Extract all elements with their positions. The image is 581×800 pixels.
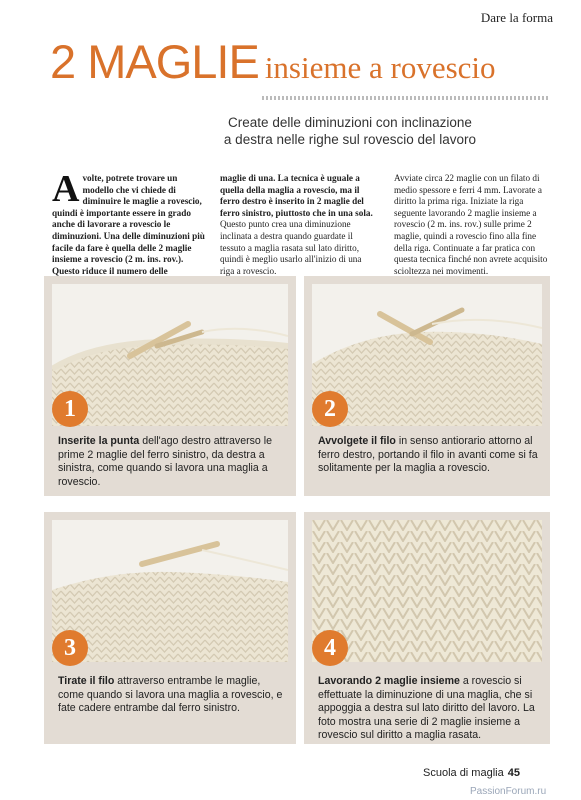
- intro-column-3: Avviate circa 22 maglie con un filato di medio spessore e ferri 4 mm. Lavorate a diritto la prima riga. Iniziate la riga seguente lavorando 2 maglie insieme a rovescio (2 m. ins. rov.) sulle prime 2 maglie, quindi a rovescio fino alla fine della riga. Continuate a far pratica con questa tecnica finché non avrete acquisito scioltezza nei movimenti.: [394, 173, 548, 276]
- footer-title: Scuola di maglia: [423, 767, 504, 779]
- step-1-caption-bold: Inserite la punta: [58, 435, 140, 447]
- title-rest: insieme a rovescio: [264, 50, 496, 85]
- knitting-photo-3: [52, 520, 288, 662]
- step-1-caption: [58, 435, 286, 489]
- intro-col2-bold: maglie di una. La tecnica è uguale a quella della maglia a rovescio, ma il ferro destro è inserito in 2 maglie del ferro sinistro, piuttosto che in una sola.: [220, 173, 373, 218]
- step-3-caption-text: attraverso entrambe le maglie, come quando si lavora una maglia a rovescio, e fate cadere entrambe dal ferro sinistro.: [58, 675, 283, 715]
- drop-cap: A: [52, 168, 80, 210]
- step-1-caption-text: dell'ago destro attraverso le prime 2 maglie del ferro sinistro, da destra a sinistra, come quando si lavora una maglia a rovescio.: [58, 435, 273, 488]
- step-panel-3: [44, 512, 296, 744]
- site-watermark: PassionForum.ru: [470, 786, 547, 797]
- intro-column-2: [220, 173, 374, 277]
- step-2-caption-bold: Avvolgete il filo: [318, 435, 396, 447]
- step-number-badge-4: 4: [312, 630, 348, 666]
- step-panel-4: [304, 512, 550, 744]
- step-4-caption-text: a rovescio si effettuate la diminuzione di una maglia, che si appoggia a destra sul lato diritto del lavoro. La foto mostra una serie di 2 maglie insieme a rovescio sul diritto a maglia rasata.: [318, 675, 535, 742]
- step-number-badge-2: 2: [312, 391, 348, 427]
- intro-col1-text: volte, potrete trovare un modello che vi chiede di diminuire le maglie a rovescio, quindi è importante essere in grado anche di lavorare a rovescio le diminuzioni. Una delle diminuzioni più facile da fare è quella delle 2 maglie insieme a rovescio (2 m. ins. rov.). Questo riduce il numero delle: [52, 173, 205, 276]
- subtitle-line-1: Create delle diminuzioni con inclinazione: [228, 115, 472, 130]
- step-number-badge-1: 1: [52, 391, 88, 427]
- subtitle: [150, 114, 550, 148]
- step-3-caption: [58, 675, 288, 716]
- step-number-badge-3: 3: [52, 630, 88, 666]
- step-4-caption-bold: Lavorando 2 maglie insieme: [318, 675, 460, 687]
- step-3-photo: [52, 520, 288, 662]
- step-panel-2: [304, 276, 550, 496]
- step-2-caption: [318, 435, 542, 476]
- subtitle-line-2: a destra nelle righe sul rovescio del lavoro: [223, 132, 477, 147]
- page-title: [50, 34, 496, 89]
- title-big: 2 MAGLIE: [50, 35, 259, 88]
- intro-col2-text: Questo punto crea una diminuzione inclinata a destra quando guardate il tessuto a maglia rasata sul lato diritto, quindi è meglio usarlo all'inizio di una riga a rovescio.: [220, 219, 362, 276]
- step-2-caption-text: in senso antiorario attorno al ferro destro, portando il filo in avanti come si fa solitamente per la maglia a rovescio.: [318, 435, 538, 475]
- section-label: Dare la forma: [480, 10, 553, 25]
- page-number: 45: [507, 767, 520, 779]
- step-panel-1: [44, 276, 296, 496]
- step-3-caption-bold: Tirate il filo: [58, 675, 115, 687]
- step-4-caption: [318, 675, 542, 743]
- page-footer: [423, 767, 520, 779]
- title-dotted-rule: [262, 96, 550, 100]
- intro-column-1: [52, 168, 206, 277]
